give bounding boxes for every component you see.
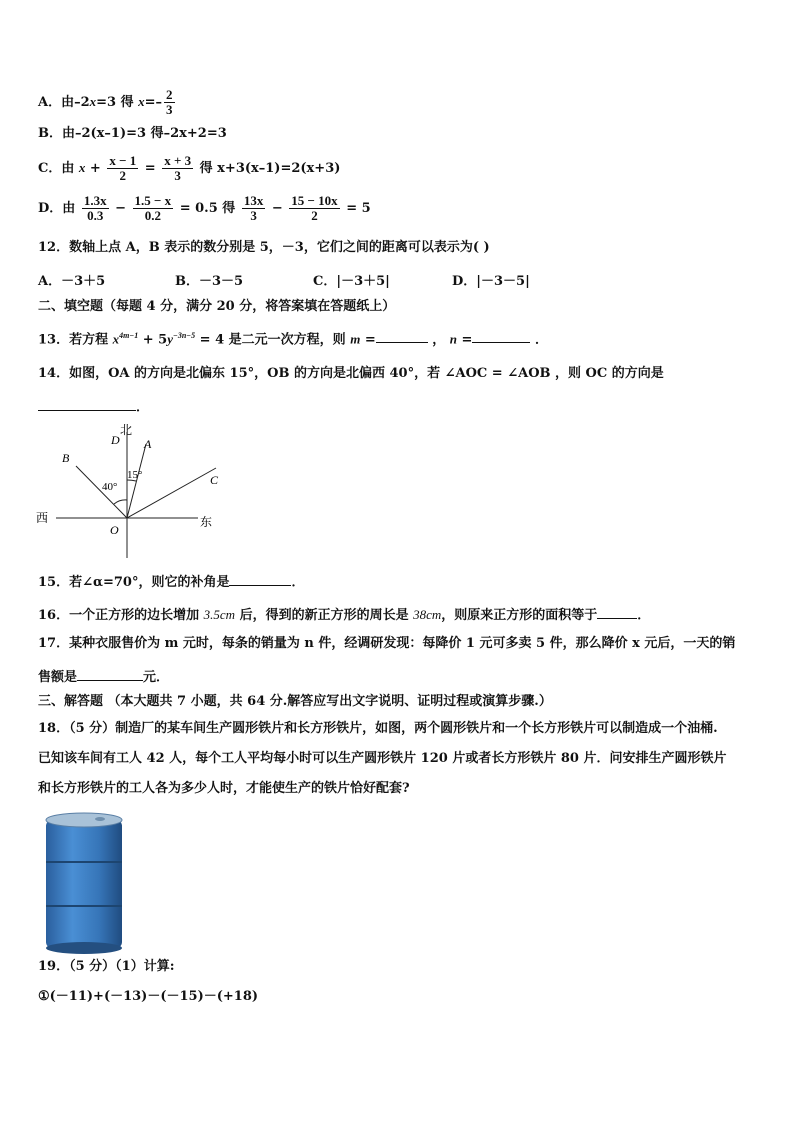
section-3-heading: 三、解答题 （本大题共 7 小题，共 64 分.解答应写出文字说明、证明过程或演算步骤.） (38, 694, 552, 709)
angle-40-arc (114, 500, 127, 504)
q12-option-d: D．|－3－5| (452, 274, 530, 289)
question-18-line3: 和长方形铁片的工人各为多少人时，才能使生产的铁片恰好配套? (38, 781, 410, 796)
q12-option-a: A．－3＋5 (38, 274, 106, 289)
option-d-line: D．由 $\frac{1.3x}{0.3}$ − $\frac{1.5 - x}{0.2}$ = 0.5 得 $\frac{13x}{3}$ − $\frac{15 - 10x}{2}$ = 5 (38, 193, 371, 223)
barrel-cap (95, 817, 105, 821)
q12-option-c: C．|－3＋5| (313, 274, 390, 289)
question-18-line2: 已知该车间有工人 42 人，每个工人平均每小时可以生产圆形铁片 120 片或者长方形铁片 80 片．问安排生产圆形铁片 (38, 751, 727, 766)
question-15: 15．若∠α=70°，则它的补角是 ． (38, 571, 305, 592)
question-12: 12．数轴上点 A，B 表示的数分别是 5，－3，它们之间的距离可以表示为( ) (38, 240, 490, 255)
question-18: 18．（5 分）制造厂的某车间生产圆形铁片和长方形铁片，如图，两个圆形铁片和一个长方形铁片可以制造成一个油桶. (38, 721, 718, 736)
question-17: 17．某种衣服售价为 m 元时，每条的销量为 n 件，经调研发现：每降价 1 元可多卖 5 件，那么降价 x 元后，一天的销 (38, 636, 736, 651)
option-a-line: A．由–2x=3 得 x=– $\frac{2}{3}$ (38, 87, 173, 117)
question-14-answer: ． (38, 396, 149, 417)
east-label: 东 (200, 515, 213, 529)
barrel-lid (46, 813, 122, 827)
barrel-body (46, 820, 122, 948)
angle-40-label: 40° (102, 481, 118, 493)
fraction: $\frac{1.3x}{0.3}$ (83, 193, 107, 223)
fraction: $\frac{1.5 - x}{0.2}$ (134, 193, 172, 223)
north-label: 北 (120, 423, 133, 437)
answer-blank[interactable] (472, 328, 530, 343)
label-o: O (110, 523, 119, 537)
answer-blank[interactable] (38, 396, 136, 411)
label-d: D (111, 433, 120, 447)
ray-oa (127, 444, 146, 518)
section-2-heading: 二、填空题（每题 4 分，满分 20 分，将答案填在答题纸上） (38, 299, 396, 314)
fraction: $\frac{13x}{3}$ (243, 193, 264, 223)
answer-blank[interactable] (376, 328, 428, 343)
q12-option-b: B．－3－5 (175, 274, 244, 289)
question-17-line2: 售额是 元． (38, 666, 169, 687)
answer-blank[interactable] (597, 604, 637, 619)
question-19-expr: ①(－11)+(－13)－(－15)－(+18) (38, 989, 259, 1004)
oil-barrel-image (40, 810, 128, 960)
label-a: A (144, 437, 152, 451)
angle-15-label: 15° (127, 469, 143, 481)
fraction: $\frac{15 - 10x}{2}$ (291, 193, 338, 223)
west-label: 西 (36, 511, 49, 525)
answer-blank[interactable] (229, 571, 291, 586)
answer-blank[interactable] (77, 666, 143, 681)
label-b: B (62, 451, 70, 465)
fraction: $\frac{2}{3}$ (166, 87, 173, 117)
label-c: C (210, 473, 219, 487)
question-13: 13．若方程 $x^{4m-1} + 5y^{-3n-5} = 4$ 是二元一次方程，则 m = ， n = ． (38, 327, 548, 349)
fraction: $\frac{x - 1}{2}$ (109, 153, 137, 183)
question-14: 14．如图，OA 的方向是北偏东 15°，OB 的方向是北偏西 40°，若 ∠AOC = ∠AOB ，则 OC 的方向是 (38, 366, 664, 381)
barrel-bottom (46, 942, 122, 954)
option-c-line: C．由 x + $\frac{x - 1}{2}$ = $\frac{x + 3}{3}$ 得 x+3(x–1)=2(x+3) (38, 153, 341, 183)
direction-diagram (36, 422, 226, 562)
fraction: $\frac{x + 3}{3}$ (164, 153, 192, 183)
question-16: 16．一个正方形的边长增加 3.5cm 后，得到的新正方形的周长是 38cm，则原来正方形的面积等于 ． (38, 604, 650, 625)
option-b-line: B．由–2(x–1)=3 得–2x+2=3 (38, 126, 227, 141)
question-19: 19．（5 分）（1）计算: (38, 959, 175, 974)
